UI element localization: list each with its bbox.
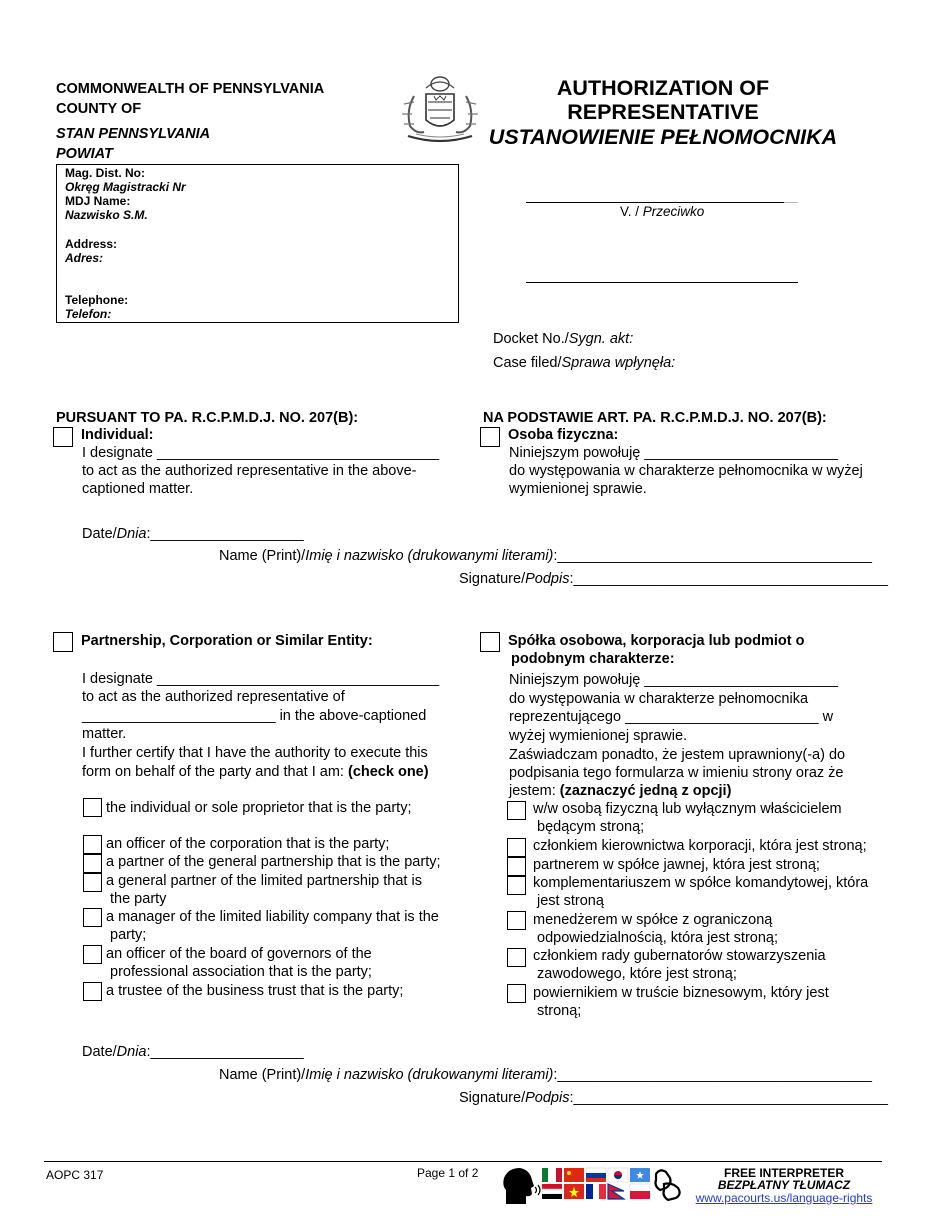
mdj-name-label-pl: Nazwisko S.M.: [65, 208, 148, 222]
entity-label-pl-line1: Spółka osobowa, korporacja lub podmiot o: [508, 633, 805, 649]
option-limited-partner-checkbox[interactable]: [83, 873, 102, 892]
option-board-officer-label-pl-cont: zawodowego, które jest stroną;: [537, 966, 737, 982]
option-llc-manager-checkbox[interactable]: [83, 908, 102, 927]
option-llc-manager-label: a manager of the limited liability company that is the: [106, 909, 439, 925]
entity-signature-label: Signature/: [459, 1090, 526, 1106]
option-llc-manager-label-pl: menedżerem w spółce z ograniczoną: [533, 912, 773, 928]
individual-designate-pl: Niniejszym powołuję ________________________: [509, 445, 838, 461]
option-limited-partner-label: a general partner of the limited partnership that is: [106, 873, 422, 889]
option-trustee-label: a trustee of the business trust that is the party;: [106, 983, 404, 999]
option-limited-partner-label-pl: komplementariuszem w spółce komandytowej, która: [533, 875, 869, 891]
entity-designate-pl: Niniejszym powołuję ________________________: [509, 672, 838, 688]
language-rights-link[interactable]: www.pacourts.us/language-rights: [695, 1191, 873, 1205]
signature-blank: :_______________________________________: [569, 571, 888, 587]
entity-certify-pl-line1: Zaświadczam ponadto, że jestem uprawniony(-a) do: [509, 747, 846, 763]
option-sole-proprietor-label-pl-cont: będącym stroną;: [537, 819, 645, 835]
individual-name-field[interactable]: [219, 547, 872, 565]
interpreter-graphic: [500, 1164, 690, 1206]
entity-label: Partnership, Corporation or Similar Entity:: [81, 633, 373, 649]
option-board-officer-checkbox-pl[interactable]: [507, 948, 526, 967]
entity-date-blank: :___________________: [146, 1044, 304, 1060]
page-number: Page 1 of 2: [417, 1166, 479, 1180]
telephone-label: Telephone:: [65, 293, 129, 307]
plaintiff-line-tail: [784, 202, 798, 203]
individual-label: Individual:: [81, 427, 154, 443]
individual-checkbox[interactable]: [53, 427, 73, 447]
option-corp-officer-checkbox-pl[interactable]: [507, 838, 526, 857]
mag-dist-label: Mag. Dist. No:: [65, 166, 145, 180]
form-id: AOPC 317: [46, 1168, 104, 1182]
versus-text-pl: Przeciwko: [642, 204, 705, 219]
option-trustee-checkbox-pl[interactable]: [507, 984, 526, 1003]
option-board-officer-label-pl: członkiem rady gubernatorów stowarzyszenia: [533, 948, 826, 964]
option-llc-manager-label-pl-cont: odpowiedzialnością, która jest stroną;: [537, 930, 778, 946]
entity-check-one: (check one): [347, 764, 429, 780]
individual-act-pl-line1: do występowania w charakterze pełnomocnika w wyżej: [509, 463, 863, 479]
entity-certify-pl-line2: podpisania tego formularza w imieniu strony oraz że: [509, 765, 844, 781]
option-limited-partner-label-cont: the party: [110, 891, 167, 907]
entity-act-line3: matter.: [82, 726, 127, 742]
telephone-label-pl: Telefon:: [65, 307, 112, 321]
individual-signature-field[interactable]: [459, 570, 888, 588]
pursuant-heading: PURSUANT TO PA. R.C.P.M.D.J. NO. 207(B):: [56, 410, 359, 426]
mdj-name-label: MDJ Name:: [65, 194, 131, 208]
entity-designate: I designate ___________________________________: [82, 671, 440, 687]
seal-graphic: [396, 74, 484, 146]
entity-checkbox-pl[interactable]: [480, 632, 500, 652]
county-label: COUNTY OF: [56, 101, 142, 117]
mag-dist-label-pl: Okręg Magistracki Nr: [65, 180, 186, 194]
option-limited-partner-checkbox-pl[interactable]: [507, 876, 526, 895]
option-sole-proprietor-checkbox-pl[interactable]: [507, 801, 526, 820]
date-blank: :___________________: [146, 526, 304, 542]
court-info-box: [56, 164, 459, 323]
county-label-pl: POWIAT: [56, 146, 113, 162]
option-general-partner-checkbox[interactable]: [83, 854, 102, 873]
entity-certify-pl-line3: [509, 782, 731, 800]
docket-label: [493, 330, 633, 348]
versus-text: V. /: [620, 204, 643, 219]
individual-act-pl-line2: wymienionej sprawie.: [509, 481, 647, 497]
option-corp-officer-label: an officer of the corporation that is the party;: [106, 836, 390, 852]
individual-act-line1: to act as the authorized representative in the above-: [82, 463, 417, 479]
entity-name-field[interactable]: [219, 1066, 872, 1084]
name-blank: :_______________________________________: [553, 548, 872, 564]
entity-act-pl-line2: reprezentującego ________________________ w: [509, 709, 834, 725]
entity-act-line2: ________________________ in the above-captioned: [82, 708, 427, 724]
option-board-officer-checkbox[interactable]: [83, 945, 102, 964]
individual-date-field[interactable]: [82, 525, 304, 543]
docket-text-pl: Sygn. akt:: [568, 331, 634, 347]
entity-certify-line1: I further certify that I have the authority to execute this: [82, 745, 428, 761]
entity-label-pl-line2: podobnym charakterze:: [511, 651, 675, 667]
entity-certify-line2: [82, 763, 429, 781]
docket-text: Docket No./: [493, 331, 569, 347]
entity-certify-text: form on behalf of the party and that I am:: [82, 764, 348, 780]
option-general-partner-label: a partner of the general partnership that is the party;: [106, 854, 441, 870]
case-filed-text: Case filed/: [493, 355, 562, 371]
individual-checkbox-pl[interactable]: [480, 427, 500, 447]
option-trustee-label-pl: powiernikiem w truście biznesowym, który jest: [533, 985, 829, 1001]
form-title-line1: AUTHORIZATION OF: [556, 76, 770, 100]
entity-signature-blank: :_______________________________________: [569, 1090, 888, 1106]
option-board-officer-label: an officer of the board of governors of the: [106, 946, 372, 962]
option-llc-manager-checkbox-pl[interactable]: [507, 911, 526, 930]
entity-certify-pl-text: jestem:: [509, 783, 560, 799]
entity-check-one-pl: (zaznaczyć jedną z opcji): [559, 783, 732, 799]
option-sole-proprietor-checkbox[interactable]: [83, 798, 102, 817]
option-trustee-checkbox[interactable]: [83, 982, 102, 1001]
date-label: Date/: [82, 526, 117, 542]
case-filed-text-pl: Sprawa wpłynęła:: [561, 355, 676, 371]
option-limited-partner-label-pl-cont: jest stroną: [537, 893, 604, 909]
individual-act-line2: captioned matter.: [82, 481, 194, 497]
entity-checkbox[interactable]: [53, 632, 73, 652]
commonwealth-label: COMMONWEALTH OF PENNSYLVANIA: [56, 81, 325, 97]
footer-rule: [44, 1161, 882, 1162]
option-sole-proprietor-label: the individual or sole proprietor that is the party;: [106, 800, 412, 816]
entity-date-field[interactable]: [82, 1043, 304, 1061]
entity-signature-field[interactable]: [459, 1089, 888, 1107]
option-corp-officer-label-pl: członkiem kierownictwa korporacji, która jest stroną;: [533, 838, 867, 854]
entity-act-line1: to act as the authorized representative of: [82, 689, 345, 705]
entity-act-pl-line3: wyżej wymienionej sprawie.: [509, 728, 688, 744]
entity-act-pl-line1: do występowania w charakterze pełnomocnika: [509, 691, 809, 707]
entity-date-label: Date/: [82, 1044, 117, 1060]
option-llc-manager-label-cont: party;: [110, 927, 147, 943]
case-filed-label: [493, 354, 675, 372]
address-label-pl: Adres:: [65, 251, 104, 265]
individual-designate: I designate ___________________________________: [82, 445, 440, 461]
option-corp-officer-checkbox[interactable]: [83, 835, 102, 854]
pursuant-heading-pl: NA PODSTAWIE ART. PA. R.C.P.M.D.J. NO. 207(B):: [483, 410, 827, 426]
versus-label: [620, 203, 704, 221]
entity-date-label-pl: Dnia: [116, 1044, 147, 1060]
option-trustee-label-pl-cont: stroną;: [537, 1003, 582, 1019]
defendant-line[interactable]: [526, 282, 798, 283]
option-sole-proprietor-label-pl: w/w osobą fizyczną lub wyłącznym właścicielem: [533, 801, 842, 817]
entity-name-blank: :_______________________________________: [553, 1067, 872, 1083]
option-board-officer-label-cont: professional association that is the party;: [110, 964, 372, 980]
date-label-pl: Dnia: [116, 526, 147, 542]
individual-label-pl: Osoba fizyczna:: [508, 427, 619, 443]
interpreter-label: FREE INTERPRETER: [723, 1166, 844, 1180]
entity-name-label-pl: Imię i nazwisko (drukowanymi literami): [305, 1067, 554, 1083]
signature-label: Signature/: [459, 571, 526, 587]
name-label-pl: Imię i nazwisko (drukowanymi literami): [305, 548, 554, 564]
interpreter-label-pl: BEZPŁATNY TŁUMACZ: [717, 1178, 851, 1192]
address-label: Address:: [65, 237, 118, 251]
entity-name-label: Name (Print)/: [219, 1067, 306, 1083]
entity-signature-label-pl: Podpis: [525, 1090, 570, 1106]
name-label: Name (Print)/: [219, 548, 306, 564]
option-general-partner-label-pl: partnerem w spółce jawnej, która jest stroną;: [533, 857, 820, 873]
option-general-partner-checkbox-pl[interactable]: [507, 857, 526, 876]
form-title-line2: REPRESENTATIVE: [567, 100, 759, 124]
signature-label-pl: Podpis: [525, 571, 570, 587]
pennsylvania-seal-icon: [396, 74, 484, 146]
form-title-pl: USTANOWIENIE PEŁNOMOCNIKA: [488, 125, 838, 149]
commonwealth-label-pl: STAN PENNSYLVANIA: [56, 126, 211, 142]
language-flags-icon: [500, 1164, 690, 1206]
